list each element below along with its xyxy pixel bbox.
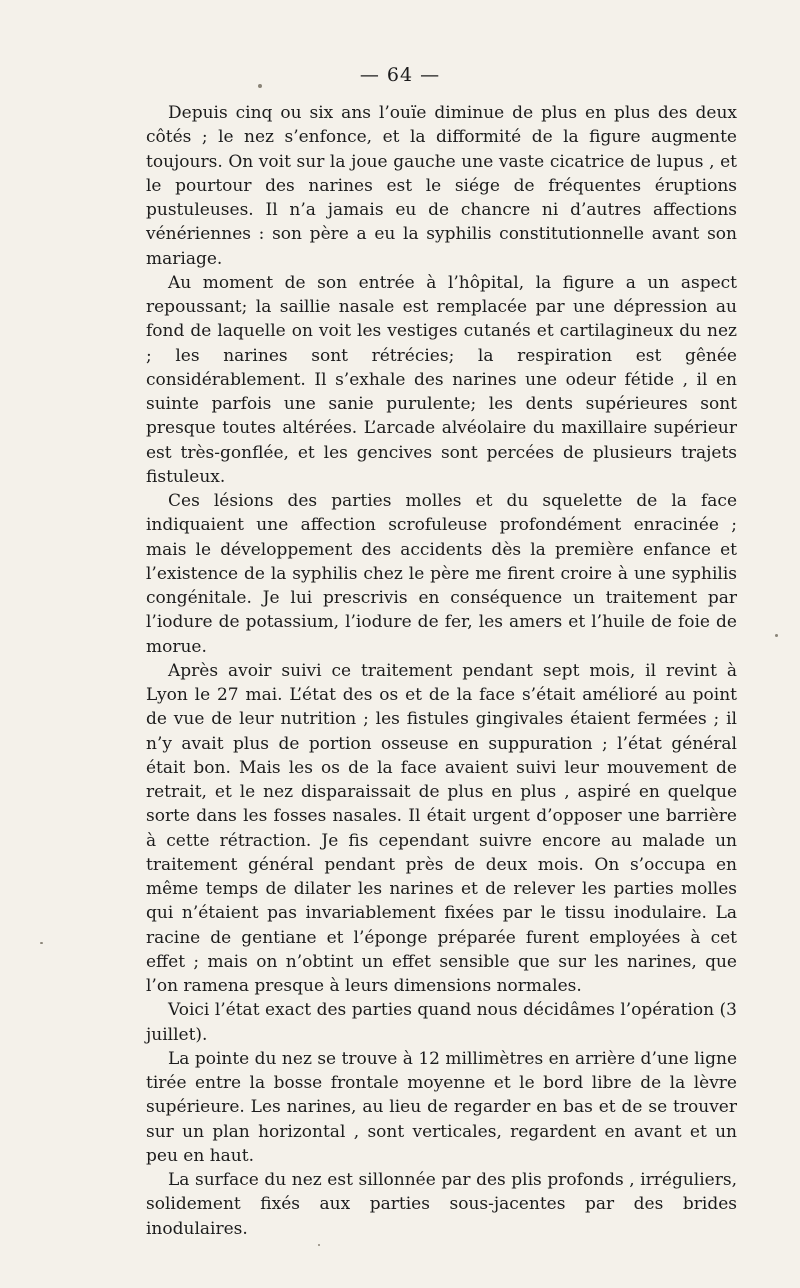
paragraph: Après avoir suivi ce traitement pendant sept mois, il revint à Lyon le 27 mai. L’état des os et de la face s’était amélioré au point de vue de leur nutrition ; les fistules gingivales étaient fermées ; il n’y avait plus de portion osseuse en suppuration ; l’état général était bon. Mais les os de la face avaient suivi leur mouvement de retrait, et le nez disparaissait de plus en plus , aspiré en quelque sorte dans les fosses nasales. Il était urgent d’opposer une barrière à cette rétraction. Je fis cependant suivre encore au malade un traitement général pendant près de deux mois. On s’occupa en même temps de dilater les narines et de relever les parties molles qui n’étaient pas invariablement fixées par le tissu inodulaire. La racine de gentiane et l’éponge préparée furent employées à cet effet ; mais on n’obtint un effet sensible que sur les narines, que l’on ramena presque à leurs dimensions normales. <box>146 660 737 996</box>
ink-speck <box>775 634 778 637</box>
paragraph: La surface du nez est sillonnée par des plis profonds , irréguliers, solidement fixés aux parties sous-jacentes par des brides inodulaires. <box>146 1170 737 1239</box>
ink-speck <box>318 1244 320 1246</box>
paragraph: Au moment de son entrée à l’hôpital, la figure a un aspect repoussant; la saillie nasale est remplacée par une dépression au fond de laquelle on voit les vestiges cutanés et cartilagineux du nez ; les narines sont rétrécies; la respiration est gênée considérablement. Il s’exhale des narines une odeur fétide , il en suinte parfois une sanie purulente; les dents supérieures sont presque toutes altérées. L’arcade alvéolaire du maxillaire supérieur est très-gonflée, et les gencives sont percées de plusieurs trajets fistuleux. <box>146 272 737 487</box>
ink-speck <box>40 942 43 944</box>
paragraph: La pointe du nez se trouve à 12 millimètres en arrière d’une ligne tirée entre la bosse frontale moyenne et le bord libre de la lèvre supérieure. Les narines, au lieu de regarder en bas et de se trouver sur un plan horizontal , sont verticales, regardent en avant et un peu en haut. <box>146 1048 737 1166</box>
paragraph: Depuis cinq ou six ans l’ouïe diminue de plus en plus des deux côtés ; le nez s’enfonce, et la difformité de la figure augmente toujours. On voit sur la joue gauche une vaste cicatrice de lupus , et le pourtour des narines est le siége de fréquentes éruptions pustuleuses. Il n’a jamais eu de chancre ni d’autres affections vénériennes : son père a eu la syphilis constitutionnelle avant son mariage. <box>146 103 737 269</box>
paragraph: Ces lésions des parties molles et du squelette de la face indiquaient une affection scrofuleuse profondément enracinée ; mais le développement des accidents dès la première enfance et l’existence de la syphilis chez le père me firent croire à une syphilis congénitale. Je lui prescrivis en conséquence un traitement par l’iodure de potassium, l’iodure de fer, les amers et l’huile de foie de morue. <box>146 491 737 657</box>
page-number: — 64 — <box>359 64 441 86</box>
paragraph: Voici l’état exact des parties quand nous décidâmes l’opération (3 juillet). <box>146 1000 737 1045</box>
body-text <box>146 101 737 1241</box>
